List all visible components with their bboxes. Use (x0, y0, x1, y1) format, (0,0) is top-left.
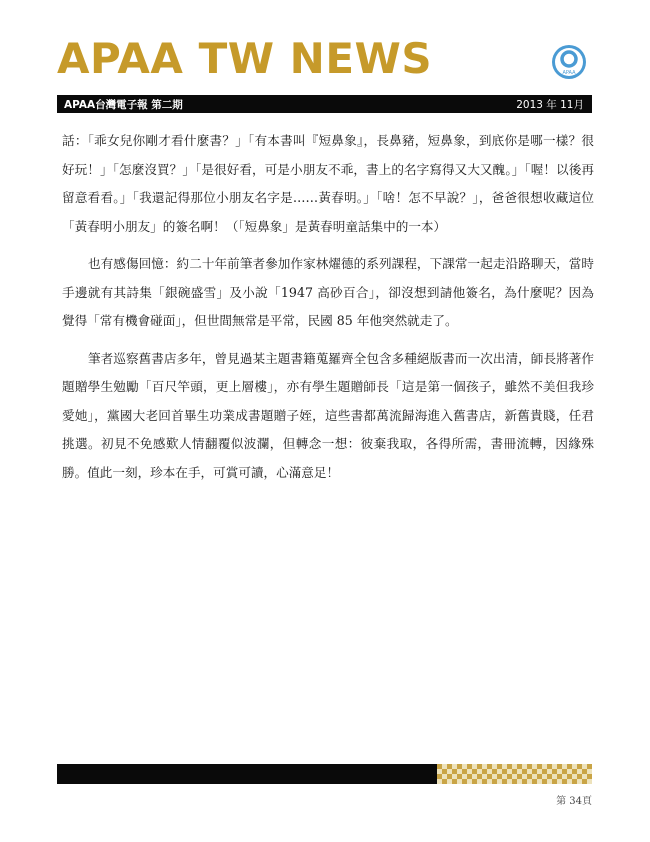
svg-text:APAA: APAA (562, 70, 576, 76)
article-body (62, 127, 594, 487)
issue-date: 2013 年 11月 (516, 98, 584, 111)
apaa-logo-icon (551, 44, 587, 80)
issue-bar (57, 95, 592, 113)
page-number: 第 34頁 (556, 796, 592, 807)
masthead-title: APAA TW NEWS (57, 34, 433, 83)
paragraph: 筆者巡察舊書店多年，曾見過某主題書籍蒐羅齊全包含多種絕版書而一次出清，師長將著作題贈學生勉勵「百尺竿頭，更上層樓」，亦有學生題贈師長「這是第一個孩子，雖然不美但我珍愛她」，黨國大老回首畢生功業成書題贈子姪，這些書都萬流歸海進入舊書店，新舊貴賤，任君挑選。初見不免感歎人情翻覆似波瀾，但轉念一想：彼棄我取，各得所需，書冊流轉，因緣殊勝。值此一刻，珍本在手，可賞可讀，心滿意足！ (62, 350, 594, 480)
footer-black-band (57, 764, 437, 784)
footer-checker-pattern (437, 764, 592, 784)
paragraph: 話：「乖女兒你剛才看什麼書？」「有本書叫『短鼻象』，長鼻豬，短鼻象，到底你是哪一樣？很好玩！」「怎麼沒買？」「是很好看，可是小朋友不乖，書上的名字寫得又大又醜。」「喔！以後再留意看看。」「我還記得那位小朋友名字是……黃春明。」「啥！怎不早說？」，爸爸很想收藏這位「黃春明小朋友」的簽名啊！（「短鼻象」是黃春明童話集中的一本） (62, 133, 594, 234)
paragraph: 也有感傷回憶：約二十年前筆者參加作家林燿德的系列課程，下課常一起走沿路聊天，當時手邊就有其詩集「銀碗盛雪」及小說「1947 高砂百合」，卻沒想到請他簽名，為什麼呢？因為覺得「常有機會碰面」，但世間無常是平常，民國 85 年他突然就走了。 (62, 256, 594, 328)
footer-bar (57, 764, 592, 784)
issue-label: APAA台灣電子報 第二期 (64, 98, 183, 111)
